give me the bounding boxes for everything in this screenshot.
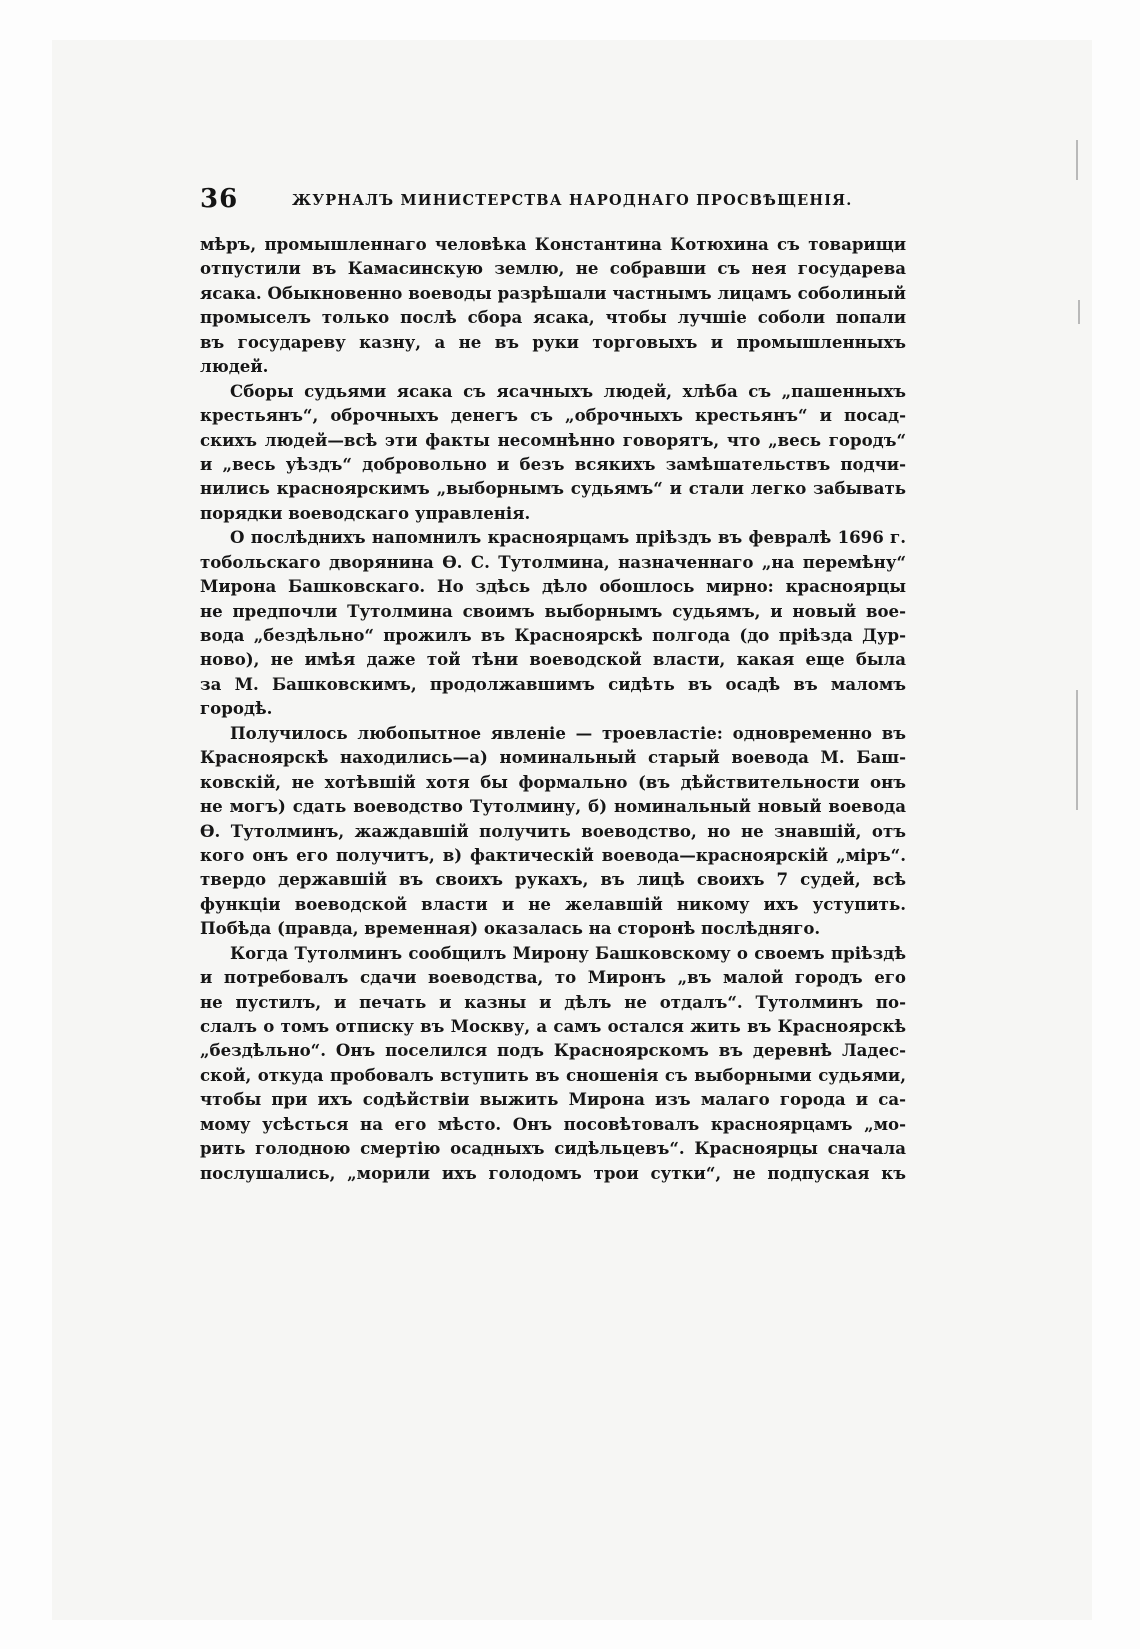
text-line: порядки воеводскаго управленія.	[200, 502, 531, 523]
page-number: 36	[200, 184, 239, 214]
right-margin-mark	[1076, 690, 1078, 810]
text-line: Сборы судьями ясака съ ясачныхъ людей, хлѣба съ „пашенныхъ	[230, 380, 906, 401]
right-margin-mark	[1078, 300, 1080, 324]
text-line: функціи воеводской власти и не желавшій никому ихъ уступить.	[200, 893, 906, 914]
text-line: ковскій, не хотѣвшій хотя бы формально (въ дѣйствительности онъ	[200, 771, 906, 792]
text-line: городѣ.	[200, 698, 273, 719]
text-line: не могъ) сдать воеводство Тутолмину, б) номинальный новый воевода	[200, 796, 906, 817]
paragraph-5	[200, 941, 960, 1185]
text-line: Мирона Башковскаго. Но здѣсь дѣло обошлось мирно: красноярцы	[200, 576, 906, 597]
text-line: нились красноярскимъ „выборнымъ судьямъ“ и стали легко забывать	[200, 478, 906, 499]
text-line: за М. Башковскимъ, продолжавшимъ сидѣть въ осадѣ въ маломъ	[200, 673, 906, 694]
text-line: и потребовалъ сдачи воеводства, то Миронъ „въ малой городъ его	[200, 967, 906, 988]
text-line: твердо державшій въ своихъ рукахъ, въ лицѣ своихъ 7 судей, всѣ	[200, 869, 906, 890]
text-line: мому усѣсться на его мѣсто. Онъ посовѣтовалъ красноярцамъ „мо-	[200, 1113, 906, 1134]
text-line: мѣръ, промышленнаго человѣка Константина Котюхина съ товарищи	[200, 234, 906, 254]
body-text	[200, 232, 960, 1185]
text-line: промыселъ только послѣ сбора ясака, чтобы лучшіе соболи попали	[200, 307, 906, 328]
text-line: Ѳ. Тутолминъ, жаждавшій получить воеводство, но не знавшій, отъ	[200, 820, 906, 841]
text-line: скихъ людей—всѣ эти факты несомнѣнно говорятъ, что „весь городъ“	[200, 429, 906, 450]
text-line: въ государеву казну, а не въ руки торговыхъ и промышленныхъ	[200, 331, 906, 352]
text-line: Побѣда (правда, временная) оказалась на сторонѣ послѣдняго.	[200, 918, 821, 939]
right-margin-mark	[1076, 140, 1078, 180]
text-line: слалъ о томъ отписку въ Москву, а самъ остался жить въ Красноярскѣ	[200, 1016, 906, 1036]
text-line: отпустили въ Камасинскую землю, не собравши съ нея государева	[200, 258, 906, 279]
text-line: и „весь уѣздъ“ добровольно и безъ всякихъ замѣшательствъ подчи-	[200, 453, 906, 474]
running-head	[200, 180, 960, 226]
journal-title: ЖУРНАЛЪ МИНИСТЕРСТВА НАРОДНАГО ПРОСВѢЩЕНІЯ.	[292, 192, 853, 209]
text-line: кого онъ его получитъ, в) фактическій воевода—красноярскій „міръ“.	[200, 844, 906, 865]
text-line: крестьянъ“, оброчныхъ денегъ съ „оброчныхъ крестьянъ“ и посад-	[200, 405, 906, 426]
text-line: не пустилъ, и печать и казны и дѣлъ не отдалъ“. Тутолминъ по-	[200, 991, 906, 1012]
text-line: вода „бездѣльно“ прожилъ въ Красноярскѣ полгода (до пріѣзда Дур-	[200, 625, 906, 645]
text-line: тобольскаго дворянина Ѳ. С. Тутолмина, назначеннаго „на перемѣну“	[200, 551, 906, 572]
text-line: Получилось любопытное явленіе — троевластіе: одновременно въ	[230, 722, 906, 743]
text-line: ской, откуда пробовалъ вступить въ сношенія съ выборными судьями,	[200, 1064, 906, 1085]
text-line: послушались, „морили ихъ голодомъ трои сутки“, не подпуская къ	[200, 1162, 906, 1183]
text-line: людей.	[200, 356, 269, 377]
text-line: „бездѣльно“. Онъ поселился подъ Красноярскомъ въ деревнѣ Ладес-	[200, 1040, 906, 1061]
paragraph-3	[200, 525, 960, 721]
text-line: ново), не имѣя даже той тѣни воеводской власти, какая еще была	[200, 649, 906, 670]
text-line: не предпочли Тутолмина своимъ выборнымъ судьямъ, и новый вое-	[200, 600, 906, 621]
paragraph-1	[200, 232, 960, 379]
page-content	[200, 180, 1000, 1610]
text-line: Когда Тутолминъ сообщилъ Мирону Башковскому о своемъ пріѣздѣ	[230, 942, 906, 963]
text-line: чтобы при ихъ содѣйствіи выжить Мирона изъ малаго города и са-	[200, 1089, 906, 1110]
paragraph-4	[200, 721, 960, 941]
text-line: ясака. Обыкновенно воеводы разрѣшали частнымъ лицамъ соболиный	[200, 282, 906, 303]
text-line: рить голодною смертію осадныхъ сидѣльцевъ“. Красноярцы сначала	[200, 1138, 906, 1159]
paragraph-2	[200, 379, 960, 526]
text-line: О послѣднихъ напомнилъ красноярцамъ пріѣздъ въ февралѣ 1696 г.	[230, 527, 906, 548]
text-line: Красноярскѣ находились—а) номинальный старый воевода М. Баш-	[200, 747, 906, 768]
